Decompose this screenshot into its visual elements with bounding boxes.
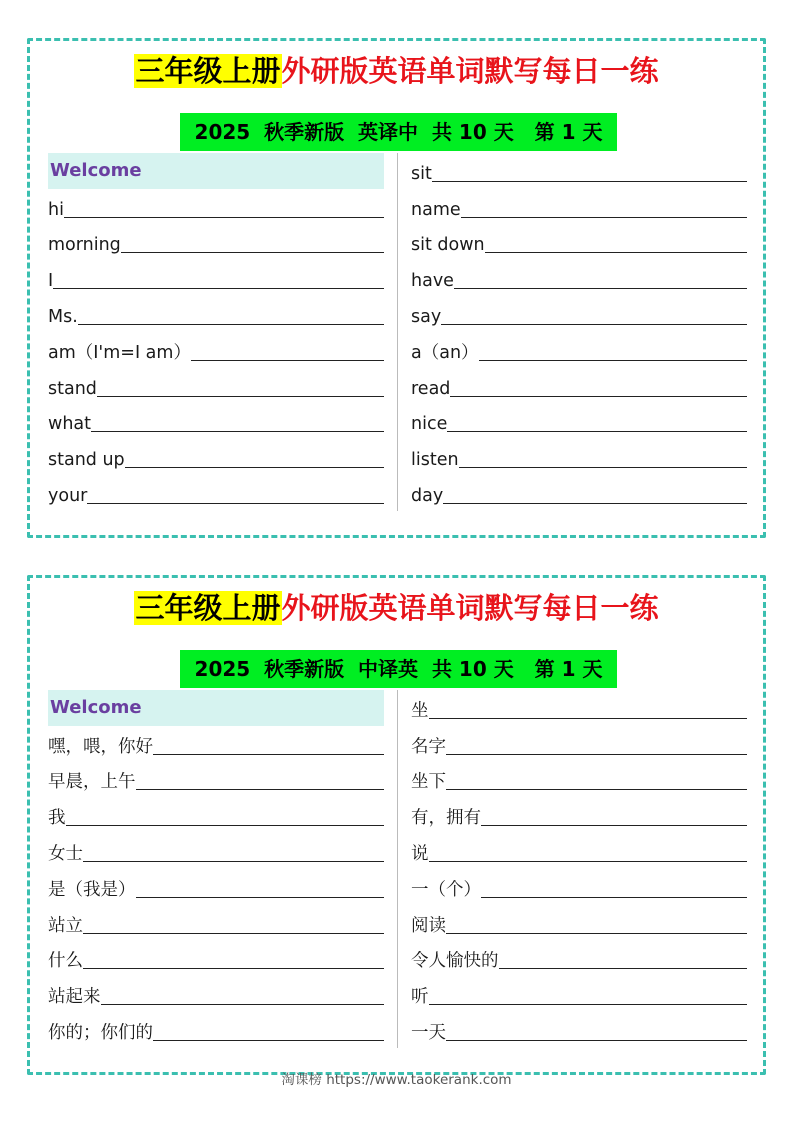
answer-line xyxy=(87,503,384,504)
list-item: a（an） xyxy=(411,332,747,368)
column-divider xyxy=(397,153,398,511)
right-column xyxy=(411,690,747,1048)
title-text: 外研版英语单词默写每日一练 xyxy=(281,591,659,625)
list-item: day xyxy=(411,475,747,511)
answer-line xyxy=(121,252,384,253)
list-item: 女士 xyxy=(48,833,384,869)
title-text: 外研版英语单词默写每日一练 xyxy=(281,54,659,88)
list-item: 是（我是） xyxy=(48,869,384,905)
list-item: 你的；你们的 xyxy=(48,1012,384,1048)
answer-line xyxy=(153,1040,384,1041)
answer-line xyxy=(447,431,747,432)
answer-line xyxy=(91,431,384,432)
worksheet-card-english-to-chinese xyxy=(27,38,766,538)
section-heading: Welcome xyxy=(48,153,384,189)
answer-line xyxy=(450,396,747,397)
answer-line xyxy=(446,1040,747,1041)
list-item: sit xyxy=(411,153,747,189)
list-item: am（I'm=I am） xyxy=(48,332,384,368)
list-item: nice xyxy=(411,404,747,440)
answer-line xyxy=(429,861,748,862)
list-item: 坐 xyxy=(411,690,747,726)
list-item: say xyxy=(411,296,747,332)
word-grid xyxy=(48,153,748,513)
column-divider xyxy=(397,690,398,1048)
section-heading: Welcome xyxy=(48,690,384,726)
list-item: read xyxy=(411,368,747,404)
answer-line xyxy=(461,217,747,218)
worksheet-title xyxy=(30,587,763,629)
answer-line xyxy=(481,825,747,826)
list-item: 名字 xyxy=(411,726,747,762)
list-item: 令人愉快的 xyxy=(411,941,747,977)
list-item: what xyxy=(48,404,384,440)
list-item: stand up xyxy=(48,439,384,475)
list-item: morning xyxy=(48,225,384,261)
answer-line xyxy=(479,360,747,361)
title-highlight: 三年级上册 xyxy=(135,54,281,88)
answer-line xyxy=(153,754,384,755)
list-item: listen xyxy=(411,439,747,475)
list-item: 听 xyxy=(411,976,747,1012)
answer-line xyxy=(454,288,747,289)
answer-line xyxy=(97,396,384,397)
word-grid xyxy=(48,690,748,1050)
answer-line xyxy=(429,1004,748,1005)
footer-watermark[interactable]: 淘课榜 https://www.taokerank.com xyxy=(281,1072,512,1088)
left-column xyxy=(48,153,384,511)
answer-line xyxy=(446,754,747,755)
answer-line xyxy=(136,789,385,790)
list-item: I xyxy=(48,260,384,296)
list-item: 阅读 xyxy=(411,905,747,941)
answer-line xyxy=(429,718,748,719)
left-column xyxy=(48,690,384,1048)
list-item: 早晨，上午 xyxy=(48,762,384,798)
list-item: 有，拥有 xyxy=(411,797,747,833)
list-item: 什么 xyxy=(48,941,384,977)
worksheet-subtitle: 2025 秋季新版 中译英 共 10 天 第 1 天 xyxy=(180,650,617,688)
list-item: 一（个） xyxy=(411,869,747,905)
worksheet-title xyxy=(30,50,763,92)
answer-line xyxy=(481,897,747,898)
worksheet-card-chinese-to-english xyxy=(27,575,766,1075)
title-highlight: 三年级上册 xyxy=(135,591,281,625)
list-item: your xyxy=(48,475,384,511)
answer-line xyxy=(432,181,747,182)
right-column xyxy=(411,153,747,511)
answer-line xyxy=(485,252,747,253)
list-item: 我 xyxy=(48,797,384,833)
list-item: have xyxy=(411,260,747,296)
list-item: 站立 xyxy=(48,905,384,941)
answer-line xyxy=(441,324,747,325)
list-item: 说 xyxy=(411,833,747,869)
answer-line xyxy=(83,933,384,934)
answer-line xyxy=(101,1004,385,1005)
list-item: hi xyxy=(48,189,384,225)
list-item: sit down xyxy=(411,225,747,261)
answer-line xyxy=(191,360,384,361)
answer-line xyxy=(459,467,747,468)
answer-line xyxy=(83,861,384,862)
answer-line xyxy=(66,825,385,826)
list-item: stand xyxy=(48,368,384,404)
answer-line xyxy=(446,789,747,790)
answer-line xyxy=(53,288,384,289)
answer-line xyxy=(78,324,384,325)
list-item: 一天 xyxy=(411,1012,747,1048)
list-item: 坐下 xyxy=(411,762,747,798)
answer-line xyxy=(125,467,384,468)
answer-line xyxy=(499,968,748,969)
answer-line xyxy=(136,897,385,898)
list-item: 站起来 xyxy=(48,976,384,1012)
list-item: name xyxy=(411,189,747,225)
worksheet-subtitle: 2025 秋季新版 英译中 共 10 天 第 1 天 xyxy=(180,113,617,151)
answer-line xyxy=(446,933,747,934)
answer-line xyxy=(443,503,747,504)
list-item: Ms. xyxy=(48,296,384,332)
list-item: 嘿，喂，你好 xyxy=(48,726,384,762)
answer-line xyxy=(64,217,384,218)
answer-line xyxy=(83,968,384,969)
